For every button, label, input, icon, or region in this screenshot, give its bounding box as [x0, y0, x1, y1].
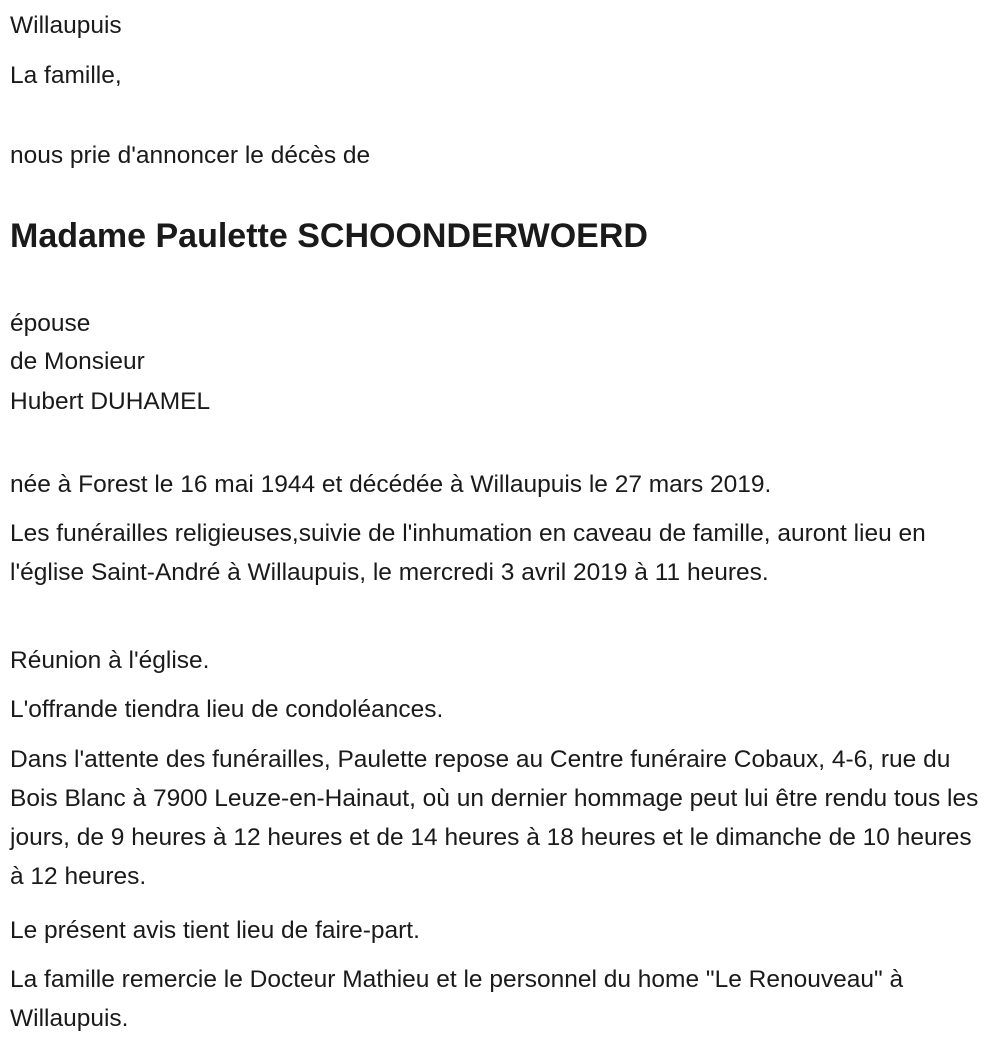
funeral-paragraph: Les funérailles religieuses,suivie de l'inhumation en caveau de famille, auront lieu en l'église Saint-André à Willaupuis, le mercredi 3 avril 2019 à 11 heures. — [10, 520, 926, 586]
spouse-line-3: Hubert DUHAMEL — [10, 388, 211, 415]
deceased-name: Madame Paulette SCHOONDERWOERD — [10, 217, 648, 255]
birth-death-paragraph: née à Forest le 16 mai 1944 et décédée à Willaupuis le 27 mars 2019. — [10, 471, 772, 498]
spouse-line-2: de Monsieur — [10, 348, 145, 375]
spouse-line-1: épouse — [10, 310, 91, 337]
location: Willaupuis — [10, 12, 122, 39]
thanks-paragraph: La famille remercie le Docteur Mathieu et le personnel du home "Le Renouveau" à Willaupuis. — [10, 966, 904, 1032]
offering-paragraph: L'offrande tiendra lieu de condoléances. — [10, 696, 444, 723]
visitation-paragraph: Dans l'attente des funérailles, Paulette repose au Centre funéraire Cobaux, 4-6, rue du Bois Blanc à 7900 Leuze-en-Hainaut, où un dernier hommage peut lui être rendu tous les jours, de 9 heures à 12 heures et de 14 heures à 18 heures et le dimanche de 10 heures à 12 heures. — [10, 746, 979, 890]
meeting-paragraph: Réunion à l'église. — [10, 647, 210, 674]
family-intro: La famille, — [10, 62, 122, 89]
notice-paragraph: Le présent avis tient lieu de faire-part. — [10, 917, 420, 944]
announcement: nous prie d'annoncer le décès de — [10, 142, 371, 169]
